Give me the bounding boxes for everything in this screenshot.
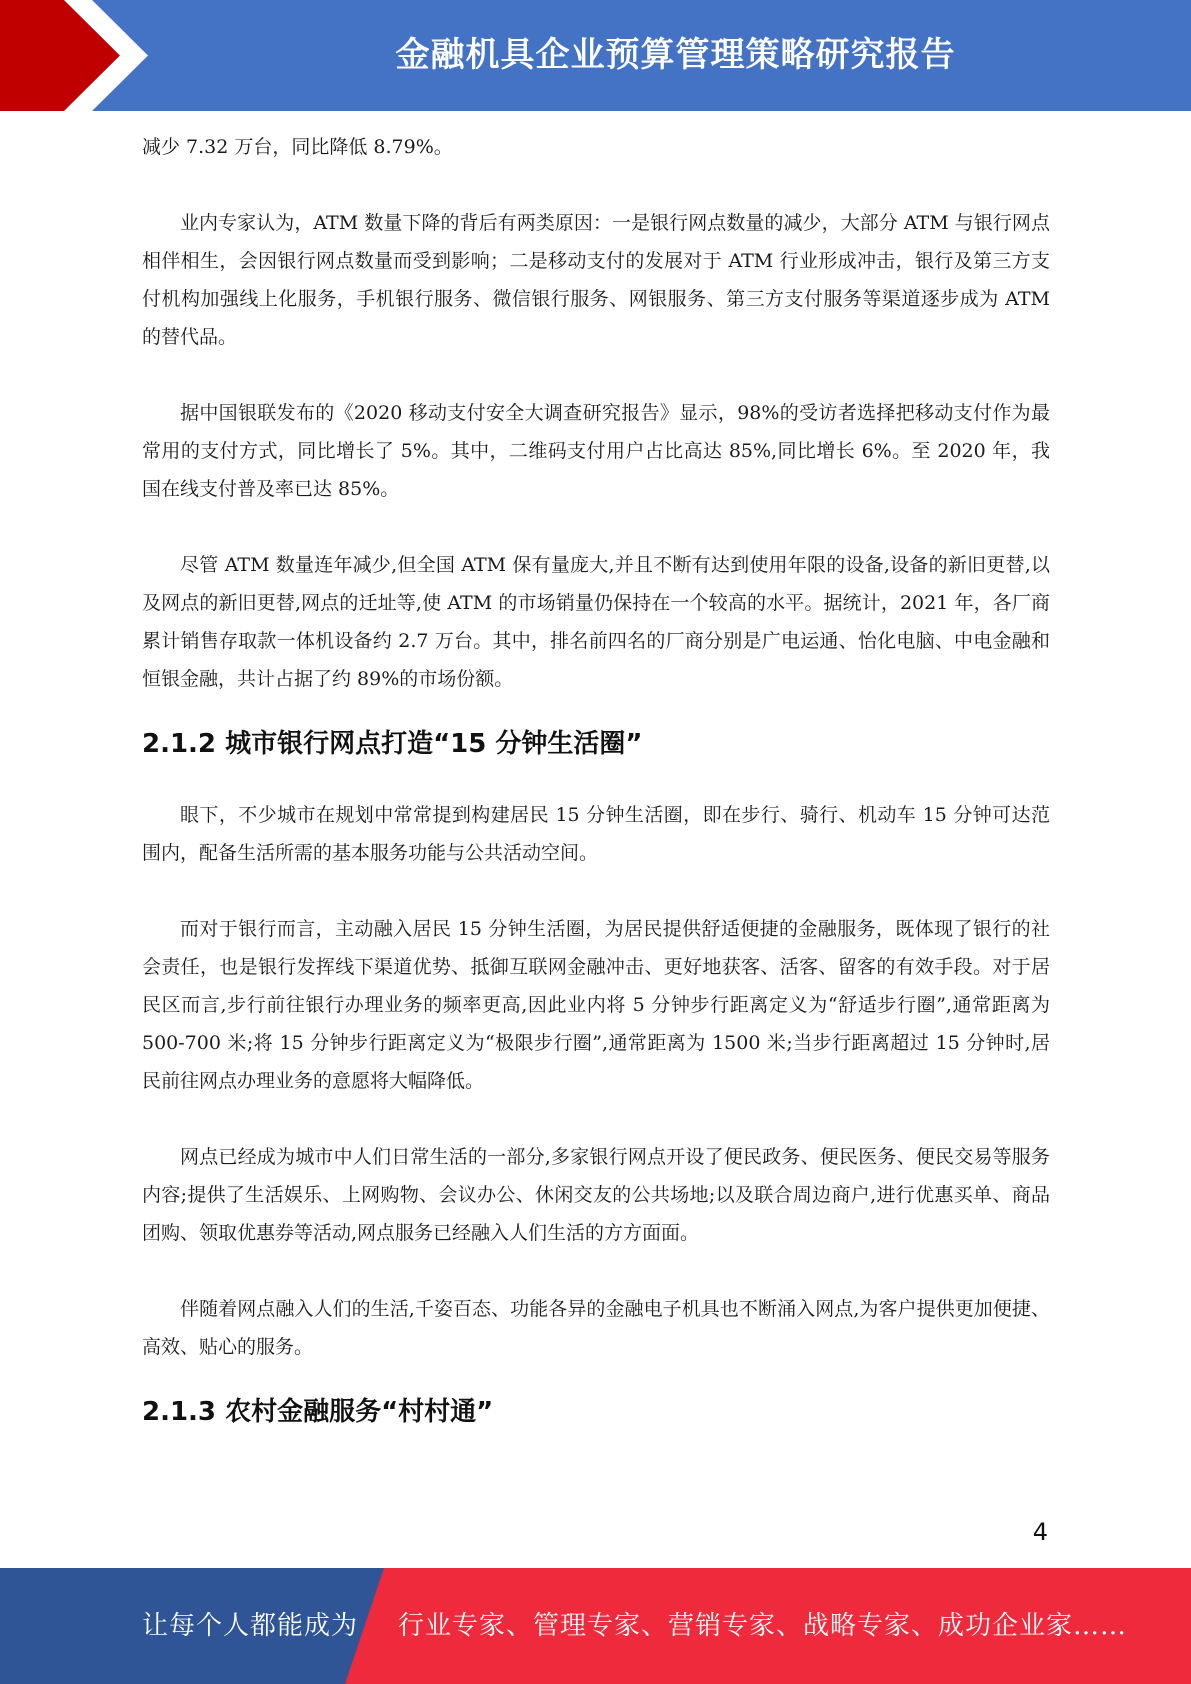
paragraph-bank-role-life-circle: 而对于银行而言，主动融入居民 15 分钟生活圈，为居民提供舒适便捷的金融服务，既体现了银行的社会责任，也是银行发挥线下渠道优势、抵御互联网金融冲击、更好地获客、活客、留客的有效手段。对于居民区而言,步行前往银行办理业务的频率更高,因此业内将 5 分钟步行距离定义为“舒适步行圈”,通常距离为 500-700 米;将 15 分钟步行距离定义为“极限步行圈”,通常距离为 1500 米;当步行距离超过 15 分钟时,居民前往网点办理业务的意愿将大幅降低。 bbox=[142, 918, 1050, 1092]
section-heading-2-1-3: 2.1.3 农村金融服务“村村通” bbox=[142, 1397, 494, 1427]
section-heading-2-1-2: 2.1.2 城市银行网点打造“15 分钟生活圈” bbox=[142, 729, 643, 759]
page-header bbox=[0, 0, 1191, 111]
paragraph-branch-services: 网点已经成为城市中人们日常生活的一部分,多家银行网点开设了便民政务、便民医务、便民交易等服务内容;提供了生活娱乐、上网购物、会议办公、休闲交友的公共场地;以及联合周边商户,进行优惠买单、商品团购、领取优惠券等活动,网点服务已经融入人们生活的方方面面。 bbox=[142, 1146, 1050, 1244]
page-number: 4 bbox=[1032, 1518, 1048, 1546]
header-arrow-decoration bbox=[0, 0, 160, 111]
paragraph-mobile-payment-survey: 据中国银联发布的《2020 移动支付安全大调查研究报告》显示，98%的受访者选择把移动支付作为最常用的支付方式，同比增长了 5%。其中，二维码支付用户占比高达 85%,同比增长 6%。至 2020 年，我国在线支付普及率已达 85%。 bbox=[142, 402, 1050, 500]
footer-slogan-left: 让每个人都能成为 bbox=[142, 1611, 359, 1641]
footer-slogan-right: 行业专家、管理专家、营销专家、战略专家、成功企业家…… bbox=[398, 1611, 1128, 1641]
paragraph-15-minute-life-circle: 眼下，不少城市在规划中常常提到构建居民 15 分钟生活圈，即在步行、骑行、机动车 15 分钟可达范围内，配备生活所需的基本服务功能与公共活动空间。 bbox=[142, 804, 1050, 864]
report-body bbox=[142, 128, 1050, 1432]
paragraph-atm-decline-reasons: 业内专家认为，ATM 数量下降的背后有两类原因：一是银行网点数量的减少，大部分 ATM 与银行网点相伴相生，会因银行网点数量而受到影响；二是移动支付的发展对于 ATM 行业形成冲击，银行及第三方支付机构加强线上化服务，手机银行服务、微信银行服务、网银服务、第三方支付服务等渠道逐步成为 ATM 的替代品。 bbox=[142, 212, 1050, 348]
paragraph-atm-market-sales: 尽管 ATM 数量连年减少,但全国 ATM 保有量庞大,并且不断有达到使用年限的设备,设备的新旧更替,以及网点的新旧更替,网点的迁址等,使 ATM 的市场销量仍保持在一个较高的水平。据统计，2021 年，各厂商累计销售存取款一体机设备约 2.7 万台。其中，排名前四名的厂商分别是广电运通、怡化电脑、中电金融和恒银金融，共计占据了约 89%的市场份额。 bbox=[142, 554, 1050, 690]
document-title: 金融机具企业预算管理策略研究报告 bbox=[395, 35, 956, 75]
paragraph-financial-equipment: 伴随着网点融入人们的生活,千姿百态、功能各异的金融电子机具也不断涌入网点,为客户提供更加便捷、高效、贴心的服务。 bbox=[142, 1298, 1050, 1358]
page-footer bbox=[0, 1568, 1191, 1684]
paragraph-atm-decline-tail: 减少 7.32 万台，同比降低 8.79%。 bbox=[142, 136, 453, 158]
